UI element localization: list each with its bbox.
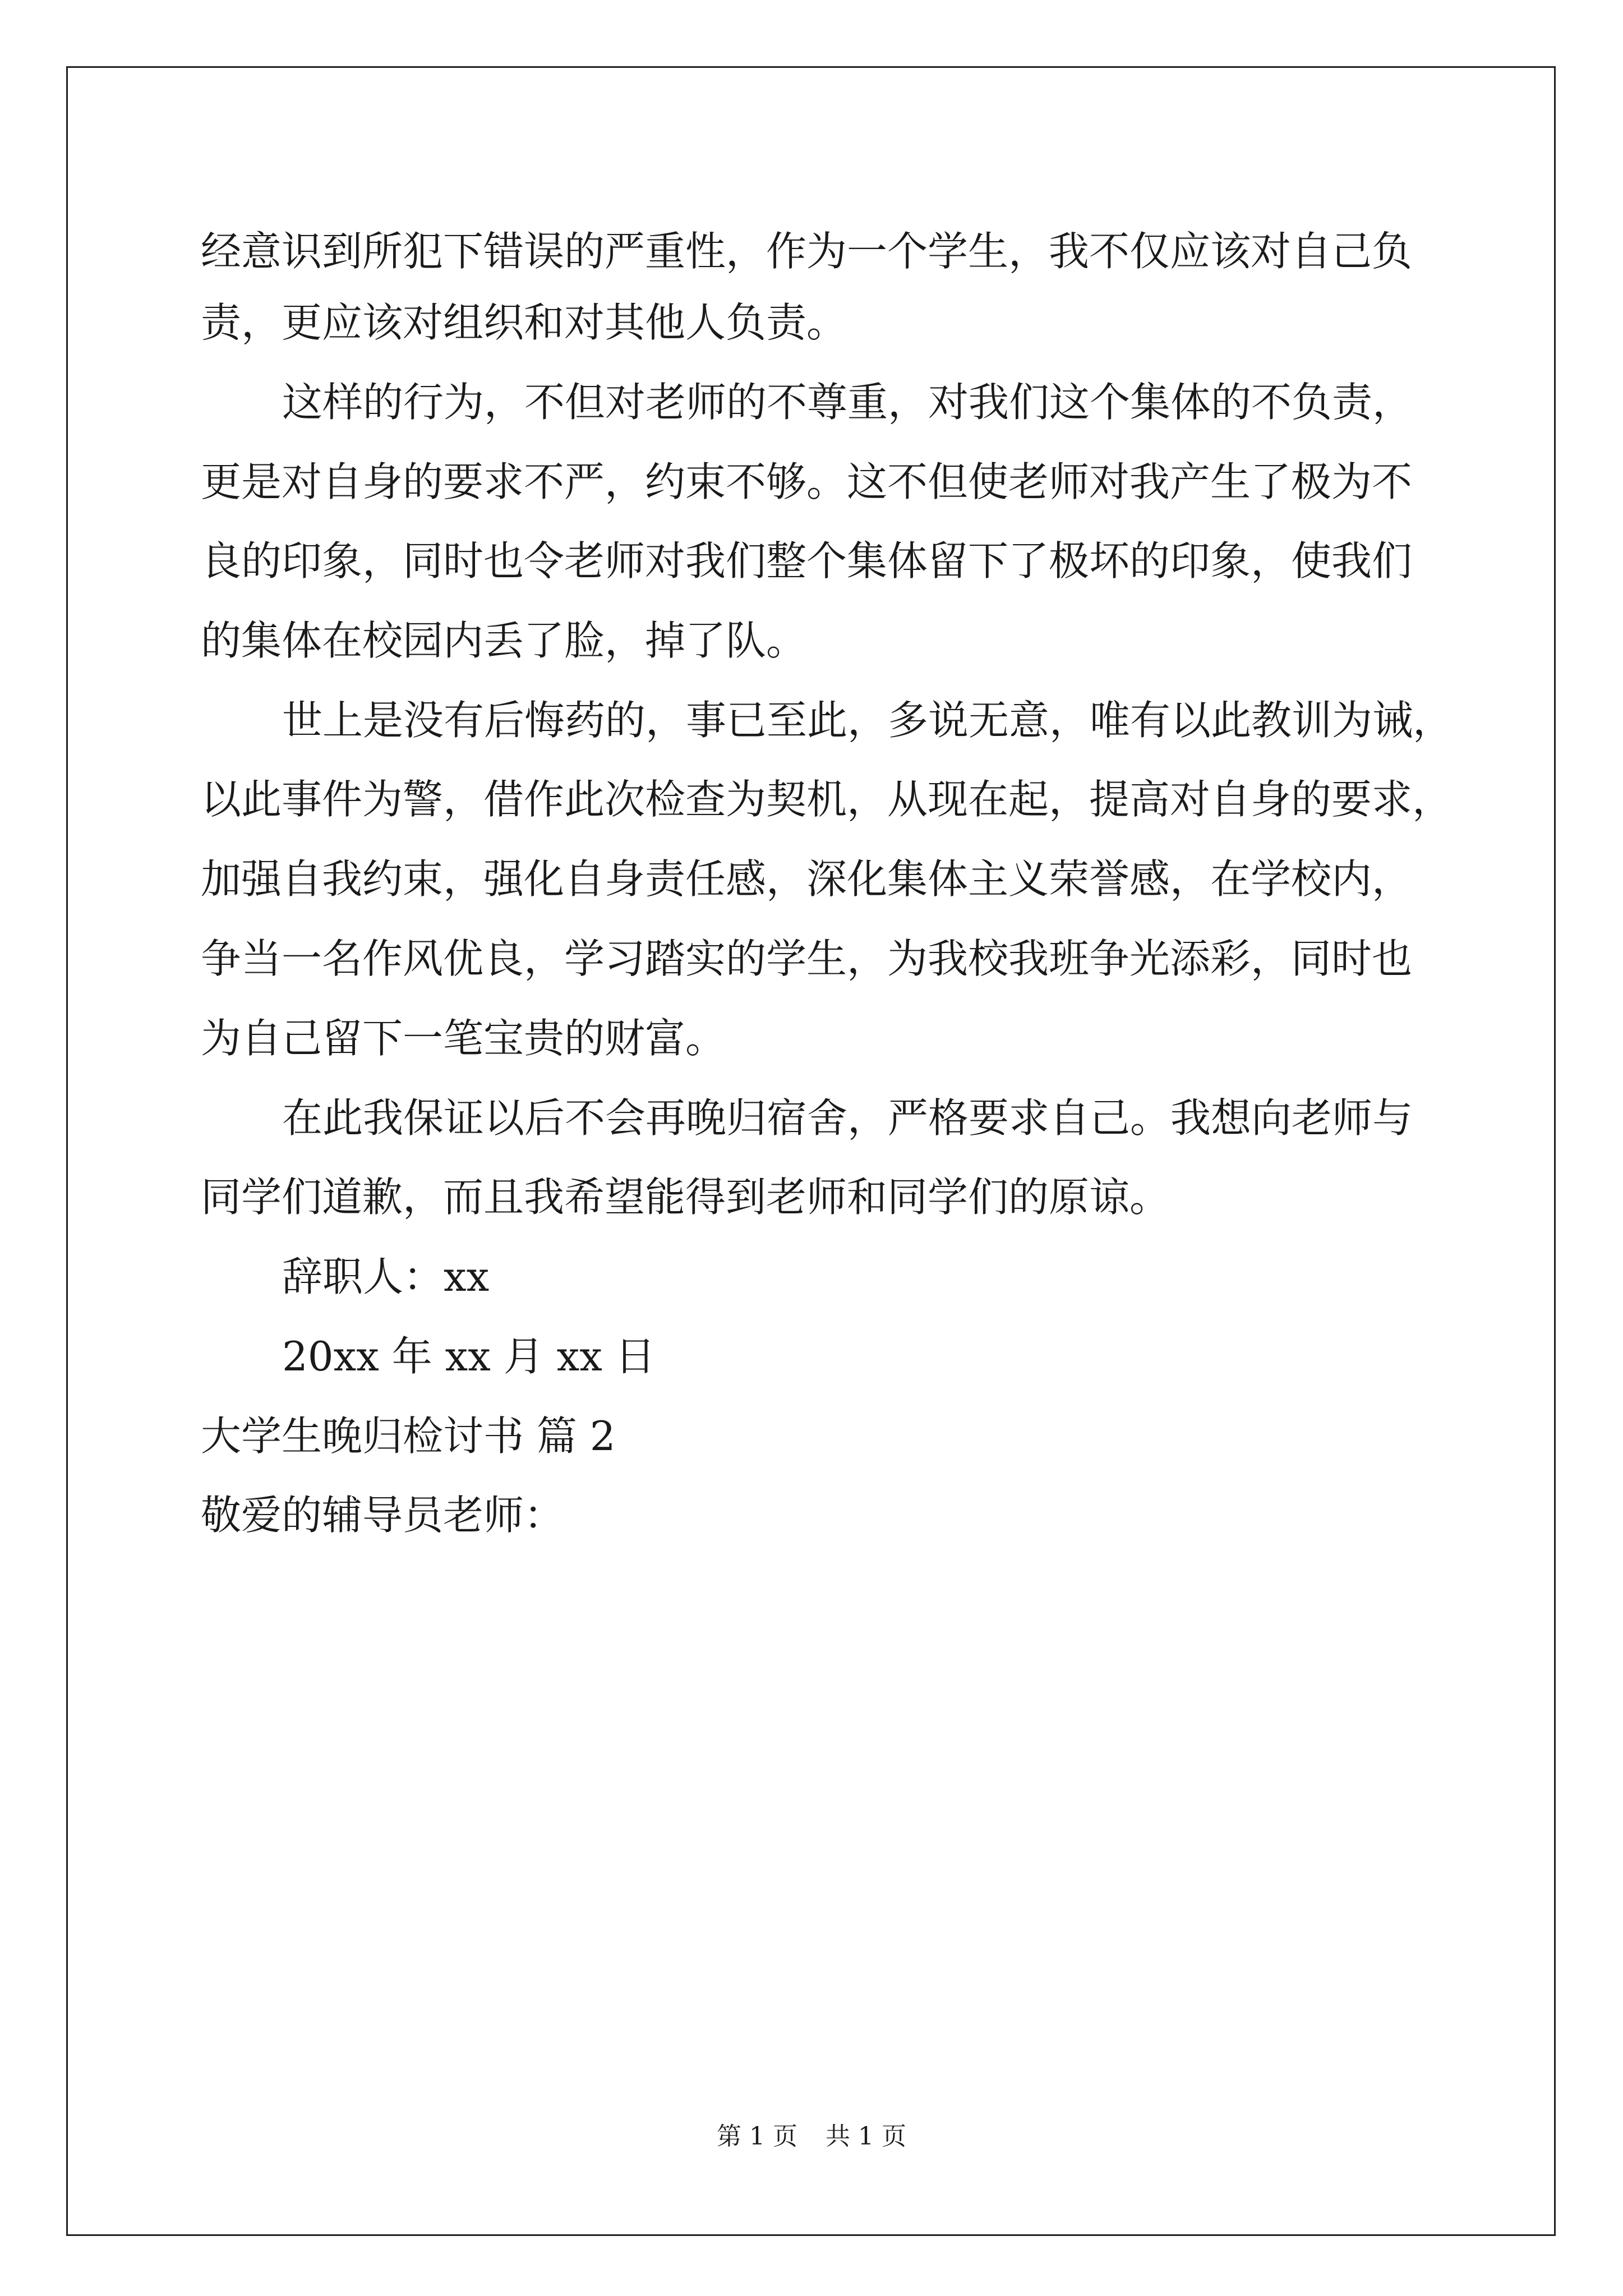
paragraph-line: 世上是没有后悔药的，事已至此，多说无意，唯有以此教训为诫， — [282, 697, 1454, 744]
paragraph-line: 责，更应该对组织和对其他人负责。 — [201, 299, 847, 346]
signature-line: 辞职人：xx — [282, 1253, 490, 1300]
salutation-line: 敬爱的辅导员老师： — [201, 1492, 565, 1539]
date-line: 20xx 年 xx 月 xx 日 — [282, 1333, 656, 1380]
paragraph-line: 这样的行为，不但对老师的不尊重，对我们这个集体的不负责， — [282, 379, 1413, 426]
paragraph-line: 以此事件为警，借作此次检查为契机，从现在起，提高对自身的要求， — [201, 776, 1453, 823]
paragraph-line: 争当一名作风优良，学习踏实的学生，为我校我班争光添彩，同时也 — [201, 935, 1413, 982]
paragraph-line: 更是对自身的要求不严，约束不够。这不但使老师对我产生了极为不 — [201, 458, 1413, 505]
page-footer — [0, 2124, 1623, 2149]
paragraph-line: 良的印象，同时也令老师对我们整个集体留下了极坏的印象，使我们 — [201, 537, 1413, 585]
paragraph-line: 经意识到所犯下错误的严重性，作为一个学生，我不仅应该对自己负 — [201, 228, 1413, 275]
page-number: 第 1 页 — [717, 2122, 797, 2151]
paragraph-line: 加强自我约束，强化自身责任感，深化集体主义荣誉感，在学校内， — [201, 855, 1413, 903]
paragraph-line: 同学们道歉，而且我希望能得到老师和同学们的原谅。 — [201, 1174, 1170, 1221]
paragraph-line: 为自己留下一笔宝贵的财富。 — [201, 1015, 726, 1062]
paragraph-line: 的集体在校园内丢了脸，掉了队。 — [201, 617, 807, 664]
page-total: 共 1 页 — [826, 2122, 906, 2151]
section-heading: 大学生晚归检讨书 篇 2 — [201, 1412, 616, 1460]
paragraph-line: 在此我保证以后不会再晚归宿舍，严格要求自己。我想向老师与 — [282, 1094, 1413, 1142]
